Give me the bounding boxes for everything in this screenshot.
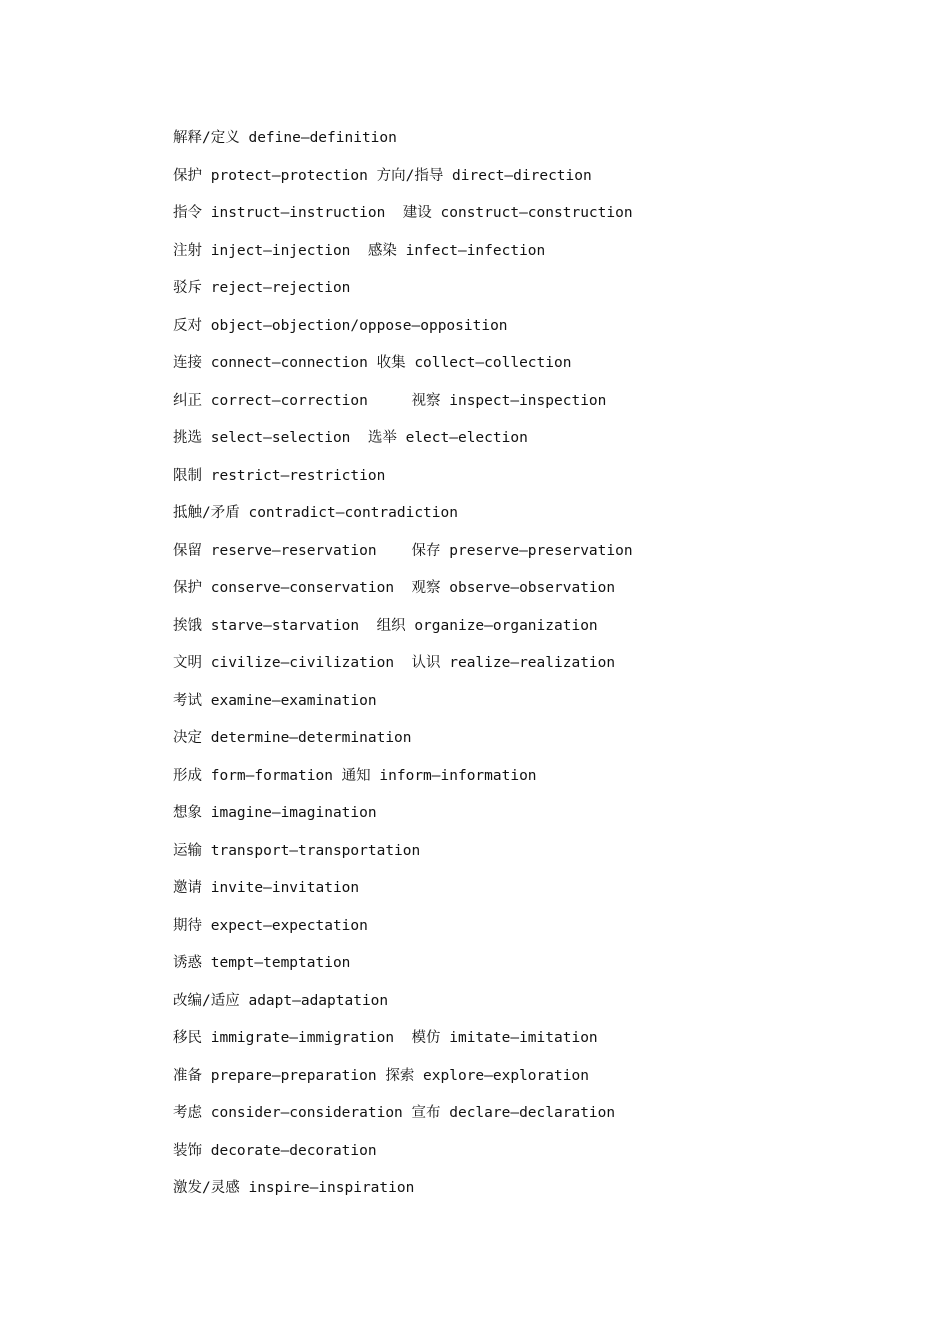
word-line: 考试 examine—examination xyxy=(173,692,377,709)
word-line: 指令 instruct—instruction 建设 construct—construction xyxy=(173,205,633,221)
word-list xyxy=(173,127,913,1215)
word-line: 反对 object—objection/oppose—opposition xyxy=(173,317,508,334)
word-line: 挑选 select—selection 选举 elect—election xyxy=(173,430,528,446)
word-line: 文明 civilize—civilization 认识 realize—realization xyxy=(173,655,616,671)
word-line: 装饰 decorate—decoration xyxy=(173,1142,377,1159)
word-line: 注射 inject—injection 感染 infect—infection xyxy=(173,242,546,259)
word-line: 抵触/矛盾 contradict—contradiction xyxy=(173,505,458,521)
word-line: 解释/定义 define—definition xyxy=(173,130,397,146)
word-line: 限制 restrict—restriction xyxy=(173,467,386,484)
word-line: 考虑 consider—consideration 宣布 declare—declaration xyxy=(173,1105,616,1121)
word-line: 激发/灵感 inspire—inspiration xyxy=(173,1180,415,1196)
word-line: 诱惑 tempt—temptation xyxy=(173,955,351,971)
word-line: 运输 transport—transportation xyxy=(173,842,421,859)
word-line: 驳斥 reject—rejection xyxy=(173,280,351,296)
word-line: 期待 expect—expectation xyxy=(173,917,368,934)
word-line: 决定 determine—determination xyxy=(173,730,412,746)
word-line: 挨饿 starve—starvation 组织 organize—organization xyxy=(173,617,598,634)
word-line: 改编/适应 adapt—adaptation xyxy=(173,992,389,1009)
word-line: 保留 reserve—reservation 保存 preserve—preservation xyxy=(173,542,633,559)
word-line: 形成 form—formation 通知 inform—information xyxy=(173,767,537,784)
word-line: 移民 immigrate—immigration 模仿 imitate—imitation xyxy=(173,1030,598,1046)
word-line: 想象 imagine—imagination xyxy=(173,805,377,821)
word-line: 纠正 correct—correction 视察 inspect—inspection xyxy=(173,392,607,409)
word-line: 邀请 invite—invitation xyxy=(173,880,360,896)
word-line: 保护 conserve—conservation 观察 observe—observation xyxy=(173,580,616,596)
word-line: 保护 protect—protection 方向/指导 direct—direction xyxy=(173,167,592,184)
word-line: 连接 connect—connection 收集 collect—collection xyxy=(173,355,572,371)
word-line: 准备 prepare—preparation 探索 explore—exploration xyxy=(173,1067,589,1084)
